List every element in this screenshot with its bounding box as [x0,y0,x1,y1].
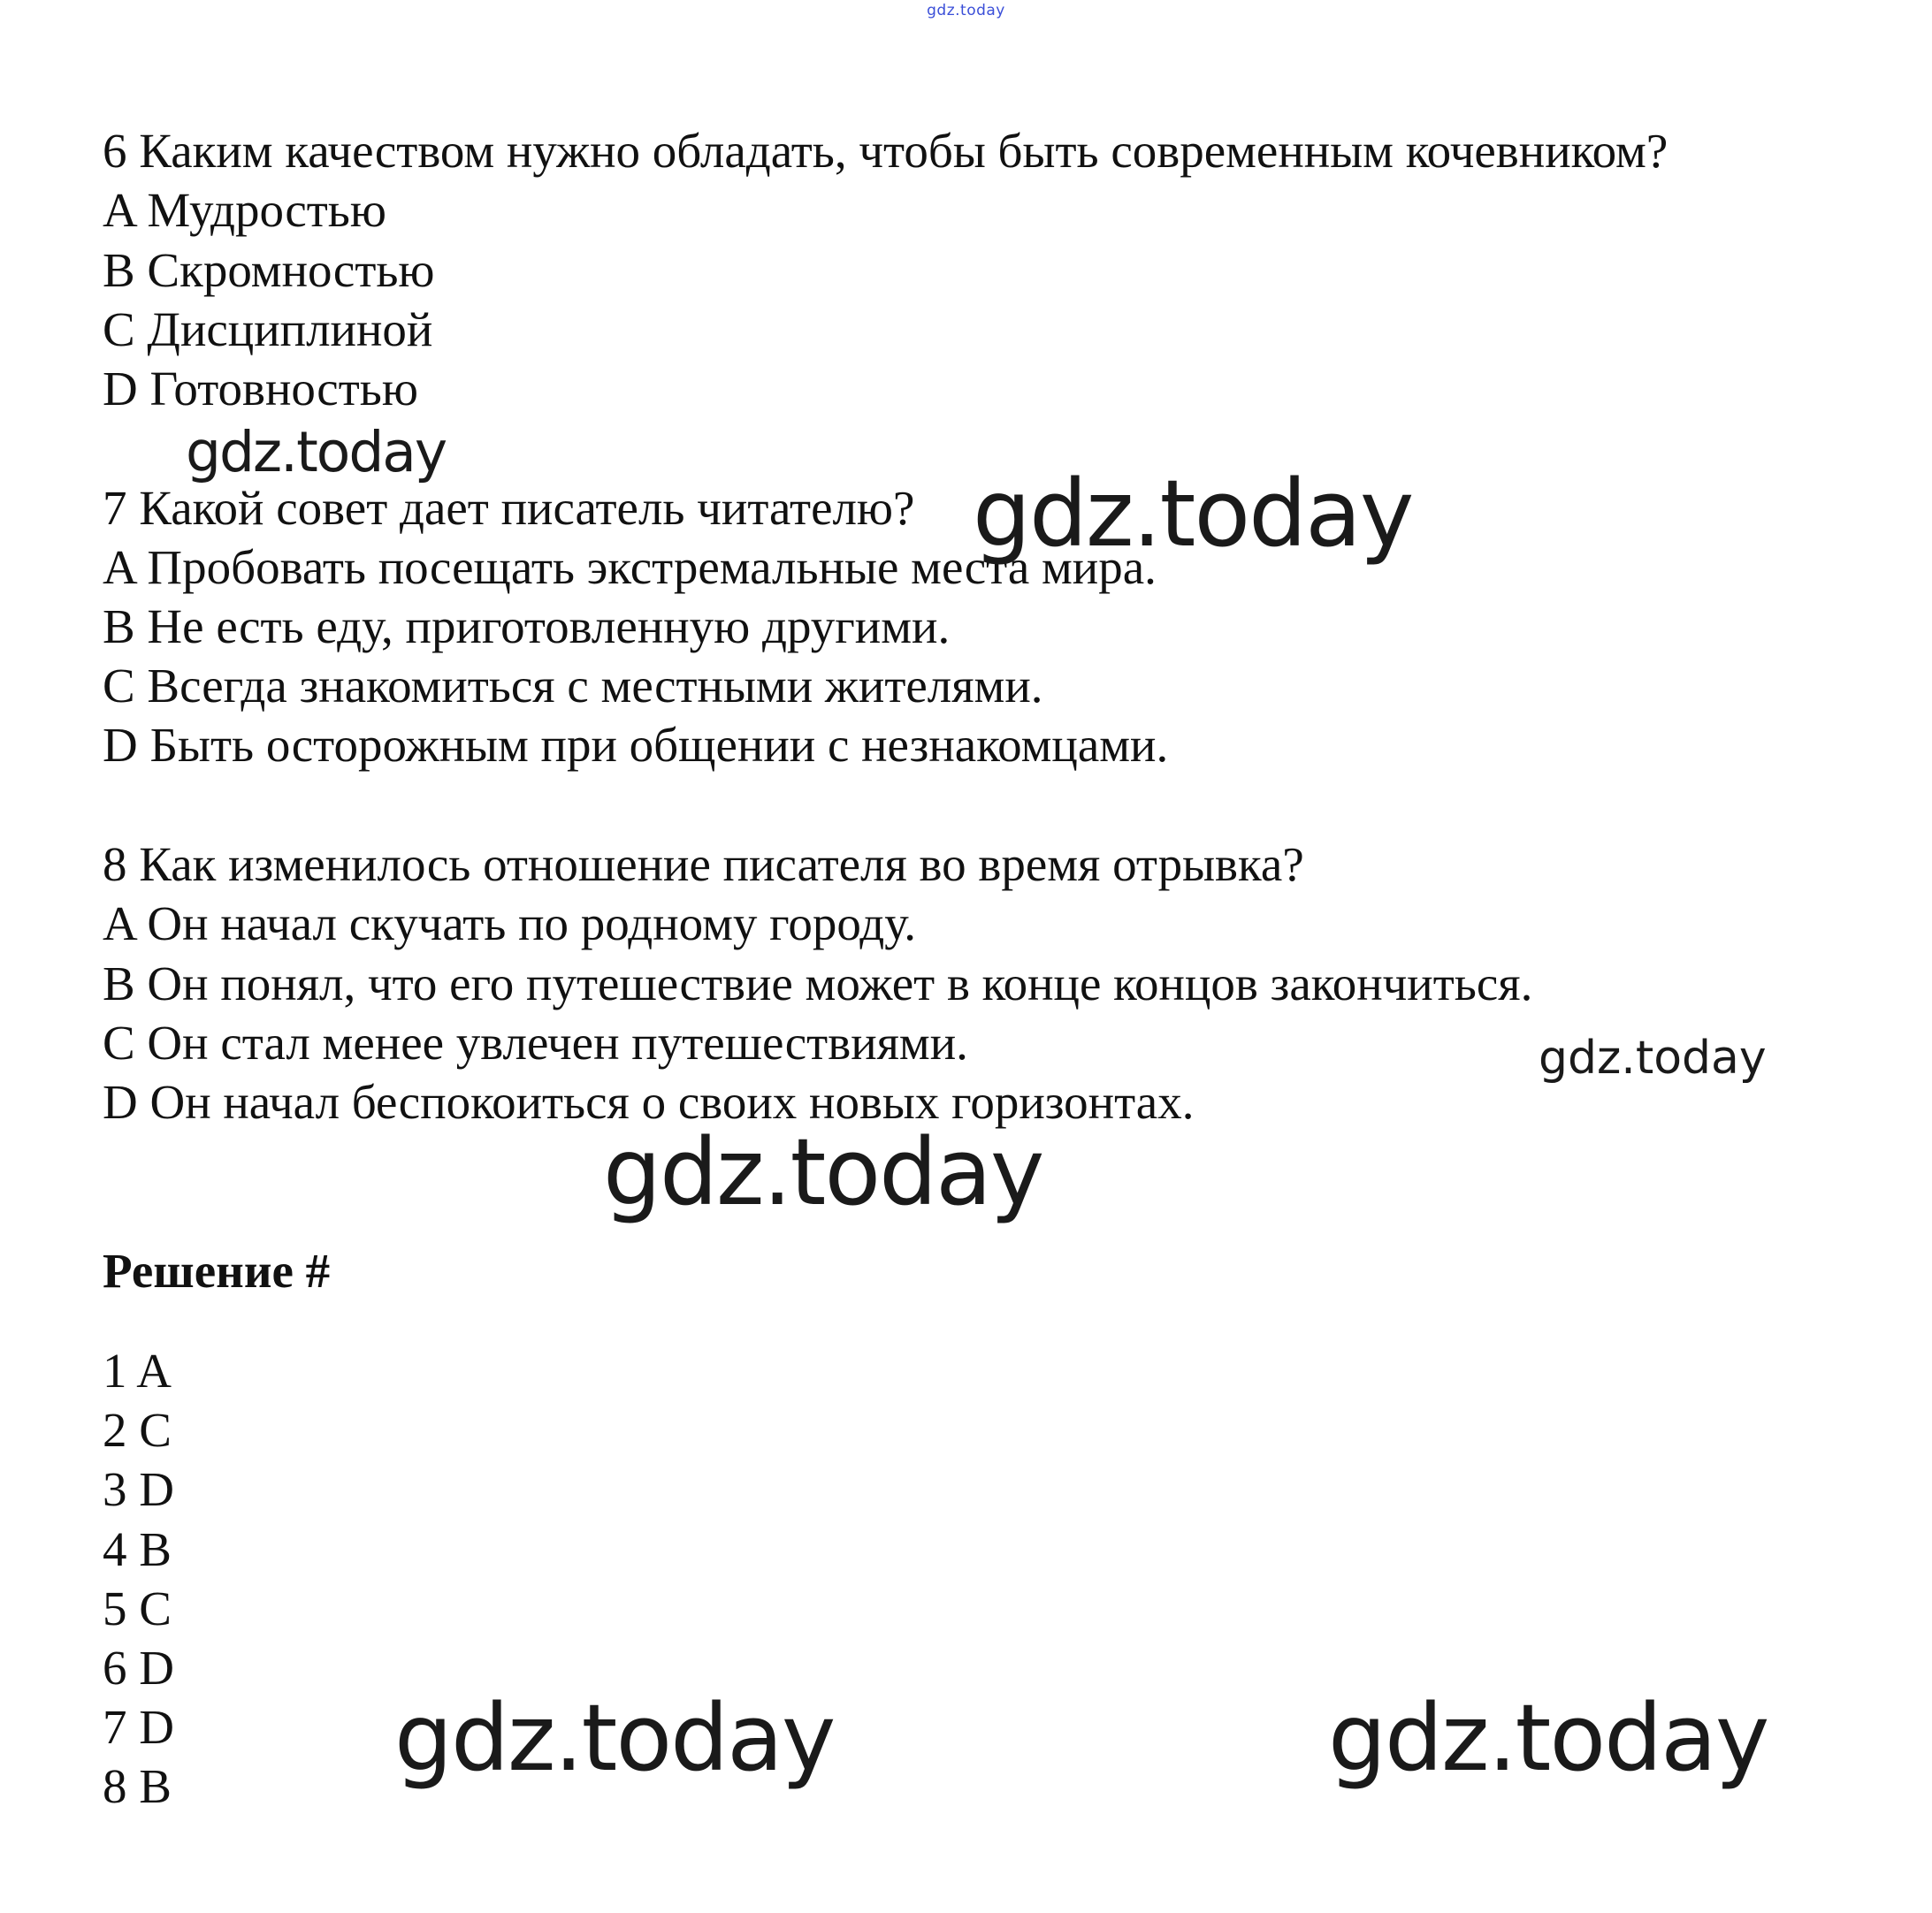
answer-item: 2 C [103,1403,172,1457]
site-mark-header: gdz.today [927,2,1005,19]
question-7-option-d: D Быть осторожным при общении с незнакомцами. [103,718,1169,772]
answer-item: 8 B [103,1759,172,1813]
question-6-text: 6 Каким качеством нужно обладать, чтобы быть современным кочевником? [103,124,1669,178]
answer-item: 6 D [103,1641,174,1695]
answer-item: 7 D [103,1700,174,1754]
watermark: gdz.today [1328,1684,1768,1792]
question-7-option-b: B Не есть еду, приготовленную другими. [103,599,951,653]
solution-title: Решение # [103,1244,331,1298]
question-8-option-b: B Он понял, что его путешествие может в конце концов закончиться. [103,956,1533,1010]
answer-item: 5 C [103,1581,172,1635]
question-8-text: 8 Как изменилось отношение писателя во время отрывка? [103,837,1304,891]
question-6-option-c: C Дисциплиной [103,302,433,356]
answer-item: 1 A [103,1344,172,1398]
watermark: gdz.today [186,420,447,484]
question-8-option-c: C Он стал менее увлечен путешествиями. [103,1016,968,1070]
question-7-option-a: A Пробовать посещать экстремальные места мира. [103,540,1157,594]
question-8-option-d: D Он начал беспокоиться о своих новых горизонтах. [103,1075,1195,1129]
answer-item: 4 B [103,1522,172,1576]
question-6-option-a: A Мудростью [103,183,386,237]
question-6-option-b: B Скромностью [103,243,435,297]
watermark: gdz.today [1539,1032,1767,1085]
question-7-option-c: C Всегда знакомиться с местными жителями. [103,659,1043,713]
question-7-text: 7 Какой совет дает писатель читателю? [103,481,915,535]
watermark: gdz.today [603,1118,1043,1226]
question-8-option-a: A Он начал скучать по родному городу. [103,896,916,950]
answer-item: 3 D [103,1462,174,1516]
question-6-option-d: D Готовностью [103,362,418,415]
watermark: gdz.today [394,1684,835,1792]
watermark: gdz.today [973,460,1413,568]
